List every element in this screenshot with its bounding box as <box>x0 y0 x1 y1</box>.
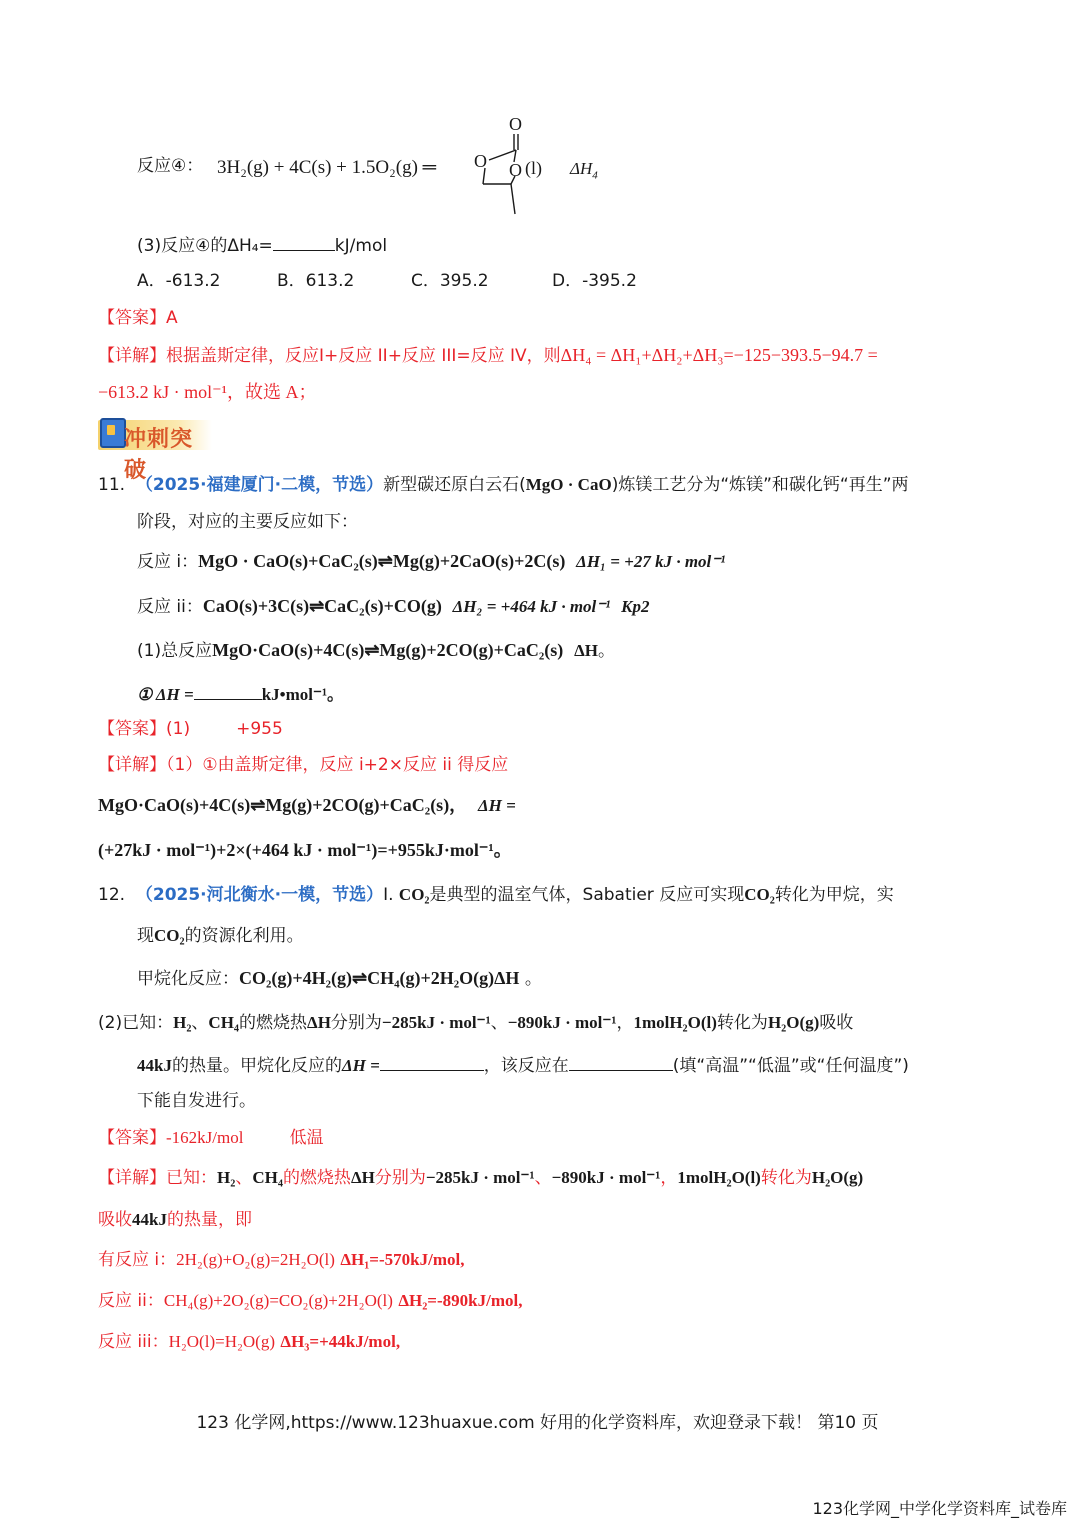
q12-reaction-iii: 反应 iii：H₂O(l)=H₂O(g) ΔH₃=+44kJ/mol, <box>98 1332 401 1352</box>
q11-reaction-ii: 反应 ii：CaO(s)+3C(s)⇌CaC₂(s)+CO(g) ΔH₂ = +464 kJ · mol⁻¹ Kp2 <box>137 596 650 617</box>
delta-h4: $\Delta H_4$ <box>570 159 598 182</box>
q3-detail: 【详解】根据盖斯定律，反应I+反应 II+反应 III=反应 IV，则ΔH₄ = ΔH₁+ΔH₂+ΔH₃=−125−393.5−94.7 = <box>98 345 878 366</box>
banner-title: 冲刺突破 <box>124 427 194 483</box>
answer-blank[interactable] <box>194 683 262 700</box>
product-state: (l) <box>525 158 542 178</box>
q3-answer: 【答案】A <box>98 308 178 328</box>
reaction-4-label: 反应④： <box>137 156 204 176</box>
q11-header: 11. （2025·福建厦门·二模，节选）新型碳还原白云石(MgO · CaO)炼镁工艺分为“炼镁”和碳化钙“再生”两 <box>98 475 909 495</box>
q12-q2-line2: 44kJ的热量。甲烷化反应的ΔH = ，该反应在 (填“高温”“低温”或“任何温度”) <box>137 1056 909 1076</box>
section-banner <box>98 416 212 483</box>
q12-intro-line2: 现CO₂的资源化利用。 <box>137 926 304 946</box>
q11-reaction-i: 反应 i：MgO · CaO(s)+CaC₂(s)⇌Mg(g)+2CaO(s)+2C(s) ΔH₁ = +27 kJ · mol⁻¹ <box>137 551 726 572</box>
q11-intro-line2: 阶段，对应的主要反应如下： <box>137 512 358 532</box>
q11-q1: ① ΔH = kJ•mol⁻¹。 <box>137 685 345 704</box>
q12-answer: 【答案】-162kJ/mol 低温 <box>98 1128 324 1148</box>
q12-detail: 【详解】已知：H₂、CH₄的燃烧热ΔH分别为−285kJ · mol⁻¹、−890kJ · mol⁻¹，1molH₂O(l)转化为H₂O(g) <box>98 1168 864 1188</box>
answer-blank-dh[interactable] <box>380 1054 484 1071</box>
q3-detail-line2: −613.2 kJ · mol⁻¹，故选 A； <box>98 382 317 402</box>
q11-detail-reaction: MgO·CaO(s)+4C(s)⇌Mg(g)+2CO(g)+CaC₂(s)， ΔH = <box>98 795 516 815</box>
q12-header: 12. （2025·河北衡水·一模，节选）I. CO₂是典型的温室气体，Sabatier 反应可实现CO₂转化为甲烷，实 <box>98 885 894 905</box>
q12-q2: (2)已知：H₂、CH₄的燃烧热ΔH分别为−285kJ · mol⁻¹、−890kJ · mol⁻¹，1molH₂O(l)转化为H₂O(g)吸收 <box>98 1013 854 1033</box>
reaction-4-reactants: 3H₂(g) + 4C(s) + 1.5O₂(g) ═ <box>217 157 437 178</box>
q3-stem: (3)反应④的ΔH₄= kJ/mol <box>137 236 388 256</box>
q12-reaction-ii: 反应 ii：CH₄(g)+2O₂(g)=CO₂(g)+2H₂O(l) ΔH₂=-890kJ/mol, <box>98 1291 523 1311</box>
answer-blank-temp[interactable] <box>569 1054 673 1071</box>
q12-reaction-i: 有反应 i：2H₂(g)+O₂(g)=2H₂O(l) ΔH₁=-570kJ/mol, <box>98 1250 465 1270</box>
q12-detail-line2: 吸收44kJ的热量，即 <box>98 1210 252 1230</box>
atom-o-top: O <box>509 114 522 134</box>
page-footer: 123 化学网,https://www.123huaxue.com 好用的化学资料库，欢迎登录下载！ 第10 页 <box>196 1413 879 1433</box>
answer-blank[interactable] <box>273 234 335 251</box>
q12-q2-line3: 下能自发进行。 <box>137 1091 256 1111</box>
atom-o-left: O <box>474 151 487 171</box>
option-a: A．-613.2 <box>137 271 221 291</box>
atom-o-right: O <box>509 160 522 180</box>
option-b: B．613.2 <box>277 271 355 291</box>
q11-detail: 【详解】（1）①由盖斯定律，反应 i+2×反应 ii 得反应 <box>98 755 509 775</box>
q12-methanation: 甲烷化反应：CO₂(g)+4H₂(g)⇌CH₄(g)+2H₂O(g)ΔH 。 <box>137 968 542 989</box>
site-watermark: 123化学网_中学化学资料库_试卷库 <box>812 1499 1067 1518</box>
option-c: C．395.2 <box>411 271 489 291</box>
q11-total-reaction: (1)总反应MgO·CaO(s)+4C(s)⇌Mg(g)+2CO(g)+CaC₂(s) ΔH。 <box>137 640 615 661</box>
q11-detail-calc: (+27kJ · mol⁻¹)+2×(+464 kJ · mol⁻¹)=+955kJ·mol⁻¹。 <box>98 840 512 860</box>
notebook-icon <box>100 418 126 448</box>
option-d: D．-395.2 <box>552 271 637 291</box>
q11-answer: 【答案】(1) +955 <box>98 719 283 739</box>
